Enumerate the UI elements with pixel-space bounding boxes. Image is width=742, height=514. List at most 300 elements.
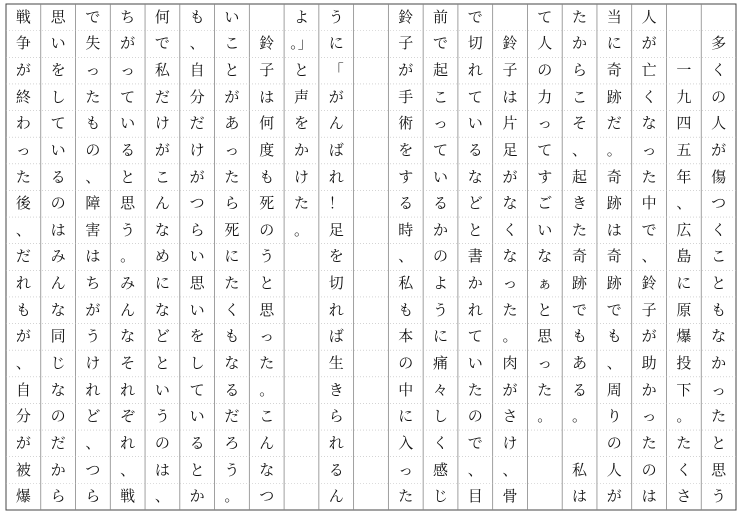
manuscript-char: の	[467, 407, 483, 426]
manuscript-char: て	[189, 380, 205, 399]
manuscript-char: が	[154, 140, 170, 159]
manuscript-char: な	[467, 167, 483, 186]
manuscript-char: は	[572, 487, 588, 506]
manuscript-char: 思	[259, 300, 275, 319]
manuscript-char: た	[572, 220, 588, 239]
manuscript-column	[145, 4, 180, 510]
manuscript-char: い	[50, 140, 66, 159]
manuscript-char: た	[676, 433, 692, 452]
manuscript-char: く	[711, 220, 727, 239]
manuscript-char: 子	[502, 61, 518, 80]
manuscript-char: 手	[398, 87, 414, 106]
manuscript-char: か	[293, 140, 309, 159]
manuscript-char: も	[224, 327, 240, 346]
manuscript-char: ご	[537, 194, 553, 213]
manuscript-column	[597, 4, 632, 510]
manuscript-char: 何	[259, 114, 275, 133]
manuscript-char: っ	[15, 140, 31, 159]
manuscript-char: 跡	[572, 274, 588, 293]
manuscript-char: に	[676, 274, 692, 293]
manuscript-char: う	[259, 247, 275, 266]
manuscript-char	[354, 403, 389, 430]
manuscript-char: 術	[398, 114, 414, 133]
manuscript-char: 、	[467, 460, 483, 479]
manuscript-char	[701, 4, 736, 31]
manuscript-char: か	[641, 380, 657, 399]
manuscript-char	[527, 430, 562, 457]
manuscript-char: じ	[50, 354, 66, 373]
manuscript-char	[354, 4, 389, 31]
manuscript-char: で	[85, 7, 101, 26]
manuscript-char: 死	[259, 194, 275, 213]
manuscript-char: こ	[224, 34, 240, 53]
manuscript-char: 。	[120, 247, 136, 266]
manuscript-char: れ	[120, 380, 136, 399]
manuscript-char: も	[711, 300, 727, 319]
manuscript-char: 、	[85, 167, 101, 186]
manuscript-column	[701, 4, 736, 510]
manuscript-char: な	[641, 114, 657, 133]
manuscript-char: っ	[85, 61, 101, 80]
manuscript-char: を	[398, 140, 414, 159]
manuscript-char: る	[50, 167, 66, 186]
manuscript-char: こ	[154, 167, 170, 186]
manuscript-char: て	[50, 114, 66, 133]
manuscript-char: れ	[328, 167, 344, 186]
manuscript-char: よ	[433, 274, 449, 293]
manuscript-char: 、	[15, 354, 31, 373]
manuscript-char: な	[259, 460, 275, 479]
manuscript-char: 私	[154, 61, 170, 80]
manuscript-char: 。	[572, 407, 588, 426]
manuscript-char: 思	[189, 274, 205, 293]
manuscript-char: ら	[224, 194, 240, 213]
manuscript-char: 声	[293, 87, 309, 106]
manuscript-char: く	[641, 87, 657, 106]
manuscript-char: い	[154, 380, 170, 399]
manuscript-char	[284, 377, 319, 404]
manuscript-char	[562, 430, 597, 457]
manuscript-char: 投	[676, 354, 692, 373]
manuscript-char: を	[189, 327, 205, 346]
manuscript-char	[666, 4, 701, 31]
manuscript-char: で	[154, 34, 170, 53]
manuscript-char	[354, 84, 389, 111]
manuscript-char: が	[15, 433, 31, 452]
manuscript-char: 。	[259, 380, 275, 399]
manuscript-char	[354, 350, 389, 377]
manuscript-char: 被	[15, 460, 31, 479]
manuscript-char: で	[572, 300, 588, 319]
manuscript-char: ん	[259, 433, 275, 452]
manuscript-char: て	[433, 140, 449, 159]
manuscript-char: 傷	[711, 167, 727, 186]
manuscript-char: な	[50, 380, 66, 399]
manuscript-char: か	[572, 34, 588, 53]
manuscript-char: 足	[328, 220, 344, 239]
manuscript-char: と	[293, 61, 309, 80]
manuscript-char: な	[154, 220, 170, 239]
manuscript-char: り	[606, 407, 622, 426]
manuscript-char: も	[398, 300, 414, 319]
manuscript-char: っ	[224, 140, 240, 159]
manuscript-char: を	[328, 247, 344, 266]
manuscript-char: の	[537, 61, 553, 80]
manuscript-char: っ	[259, 327, 275, 346]
manuscript-char: 前	[433, 7, 449, 26]
manuscript-char: こ	[572, 87, 588, 106]
manuscript-char: 争	[15, 34, 31, 53]
manuscript-char: っ	[641, 407, 657, 426]
manuscript-char: ぁ	[537, 274, 553, 293]
manuscript-char: た	[572, 7, 588, 26]
manuscript-char: っ	[502, 274, 518, 293]
manuscript-char: つ	[85, 460, 101, 479]
manuscript-column	[319, 4, 354, 510]
manuscript-char: と	[259, 274, 275, 293]
manuscript-char: が	[398, 61, 414, 80]
manuscript-char: 起	[433, 61, 449, 80]
manuscript-char: は	[154, 460, 170, 479]
manuscript-char: 助	[641, 354, 657, 373]
manuscript-char: が	[641, 327, 657, 346]
manuscript-column	[527, 4, 562, 510]
manuscript-char: い	[433, 167, 449, 186]
manuscript-char: 時	[398, 220, 414, 239]
manuscript-char: た	[293, 194, 309, 213]
manuscript-char: る	[120, 140, 136, 159]
manuscript-char	[354, 137, 389, 164]
manuscript-char: も	[606, 327, 622, 346]
manuscript-char: か	[711, 354, 727, 373]
manuscript-char: が	[120, 34, 136, 53]
manuscript-char: る	[433, 194, 449, 213]
manuscript-char: と	[467, 220, 483, 239]
manuscript-char: で	[606, 300, 622, 319]
manuscript-char	[354, 457, 389, 484]
manuscript-char: が	[502, 380, 518, 399]
manuscript-column	[110, 4, 145, 510]
manuscript-char: て	[537, 7, 553, 26]
manuscript-char: 奇	[606, 247, 622, 266]
manuscript-char: 、	[641, 247, 657, 266]
manuscript-char: 中	[641, 194, 657, 213]
manuscript-char: あ	[572, 354, 588, 373]
manuscript-char: っ	[398, 460, 414, 479]
manuscript-char: か	[189, 487, 205, 506]
manuscript-char: こ	[711, 247, 727, 266]
manuscript-char: ち	[85, 274, 101, 293]
manuscript-char: れ	[467, 300, 483, 319]
manuscript-char: と	[224, 61, 240, 80]
manuscript-char: さ	[676, 487, 692, 506]
manuscript-char: 多	[711, 34, 727, 53]
manuscript-char: 、	[398, 247, 414, 266]
manuscript-char: 。	[293, 220, 309, 239]
manuscript-char: た	[502, 300, 518, 319]
manuscript-char: が	[711, 140, 727, 159]
manuscript-char: 。」	[290, 34, 313, 53]
manuscript-char	[354, 244, 389, 271]
manuscript-char: 思	[120, 194, 136, 213]
manuscript-char: く	[711, 61, 727, 80]
manuscript-char: っ	[120, 61, 136, 80]
manuscript-char: し	[50, 87, 66, 106]
manuscript-char: ど	[85, 407, 101, 426]
manuscript-char: 片	[502, 114, 518, 133]
manuscript-char: は	[502, 87, 518, 106]
manuscript-char	[284, 270, 319, 297]
manuscript-char: け	[85, 354, 101, 373]
manuscript-char: の	[259, 220, 275, 239]
manuscript-char: う	[328, 7, 344, 26]
manuscript-char: 、	[189, 34, 205, 53]
manuscript-char: が	[606, 487, 622, 506]
manuscript-char: 爆	[676, 327, 692, 346]
manuscript-char: 鈴	[259, 34, 275, 53]
manuscript-char: け	[502, 433, 518, 452]
manuscript-char: 原	[676, 300, 692, 319]
manuscript-char: の	[641, 460, 657, 479]
manuscript-char: の	[50, 407, 66, 426]
manuscript-char: た	[641, 433, 657, 452]
manuscript-column	[632, 4, 667, 510]
manuscript-char: 周	[606, 380, 622, 399]
manuscript-column	[354, 4, 389, 510]
manuscript-char: だ	[189, 114, 205, 133]
manuscript-char: 私	[572, 460, 588, 479]
manuscript-char: 、	[502, 460, 518, 479]
manuscript-char: 跡	[606, 274, 622, 293]
manuscript-char: で	[433, 34, 449, 53]
manuscript-char: る	[224, 380, 240, 399]
manuscript-char: に	[433, 327, 449, 346]
manuscript-char: じ	[433, 487, 449, 506]
manuscript-char: の	[398, 354, 414, 373]
manuscript-char: く	[224, 300, 240, 319]
manuscript-char: け	[154, 114, 170, 133]
manuscript-char: 年	[676, 167, 692, 186]
manuscript-char	[354, 31, 389, 58]
manuscript-char: 戦	[120, 487, 136, 506]
manuscript-char: も	[85, 114, 101, 133]
manuscript-char: い	[120, 114, 136, 133]
manuscript-column	[493, 4, 528, 510]
manuscript-char: を	[293, 114, 309, 133]
manuscript-char: 目	[467, 487, 483, 506]
manuscript-char: 入	[398, 433, 414, 452]
manuscript-char: っ	[711, 380, 727, 399]
manuscript-char	[284, 403, 319, 430]
manuscript-char: て	[537, 140, 553, 159]
manuscript-char: れ	[85, 380, 101, 399]
manuscript-char: た	[711, 407, 727, 426]
manuscript-char: 四	[676, 114, 692, 133]
manuscript-char: を	[50, 61, 66, 80]
manuscript-char	[527, 457, 562, 484]
manuscript-column	[666, 4, 701, 510]
manuscript-char: 切	[328, 274, 344, 293]
manuscript-char: 、	[85, 433, 101, 452]
manuscript-column	[76, 4, 111, 510]
manuscript-char: 。	[606, 140, 622, 159]
manuscript-char: 広	[676, 220, 692, 239]
manuscript-column	[423, 4, 458, 510]
manuscript-char: 人	[606, 460, 622, 479]
manuscript-char: 障	[85, 194, 101, 213]
manuscript-char	[284, 430, 319, 457]
manuscript-char: だ	[15, 247, 31, 266]
manuscript-char: 亡	[641, 61, 657, 80]
manuscript-char: の	[154, 433, 170, 452]
manuscript-char: 終	[15, 87, 31, 106]
manuscript-char: だ	[50, 433, 66, 452]
manuscript-char: ん	[328, 114, 344, 133]
manuscript-char: く	[433, 433, 449, 452]
manuscript-char	[354, 377, 389, 404]
manuscript-char: と	[189, 460, 205, 479]
manuscript-char: 本	[398, 327, 414, 346]
manuscript-char: い	[50, 34, 66, 53]
manuscript-char	[284, 297, 319, 324]
manuscript-char: が	[85, 300, 101, 319]
manuscript-char: こ	[433, 87, 449, 106]
manuscript-char: う	[224, 460, 240, 479]
manuscript-char: 九	[676, 87, 692, 106]
manuscript-char: か	[433, 220, 449, 239]
manuscript-char: け	[189, 140, 205, 159]
manuscript-char: て	[467, 327, 483, 346]
manuscript-char: な	[711, 327, 727, 346]
manuscript-char: い	[189, 247, 205, 266]
manuscript-char: 思	[50, 7, 66, 26]
manuscript-char: 人	[711, 114, 727, 133]
manuscript-char	[354, 430, 389, 457]
manuscript-char: つ	[259, 487, 275, 506]
manuscript-char: は	[85, 247, 101, 266]
manuscript-char: っ	[537, 354, 553, 373]
manuscript-char: あ	[224, 114, 240, 133]
manuscript-char: み	[50, 247, 66, 266]
manuscript-char: ！	[328, 194, 344, 213]
manuscript-char	[354, 324, 389, 351]
manuscript-char: も	[15, 300, 31, 319]
manuscript-char: 感	[433, 460, 449, 479]
manuscript-char	[354, 483, 389, 510]
manuscript-char: っ	[433, 114, 449, 133]
manuscript-char: 自	[15, 380, 31, 399]
manuscript-char: う	[120, 220, 136, 239]
manuscript-char: ら	[50, 487, 66, 506]
manuscript-char: 。	[502, 327, 518, 346]
manuscript-char: こ	[259, 407, 275, 426]
manuscript-char: う	[711, 487, 727, 506]
manuscript-char: 自	[189, 61, 205, 80]
manuscript-char: ん	[154, 194, 170, 213]
manuscript-char: ら	[189, 220, 205, 239]
manuscript-char: 力	[537, 87, 553, 106]
manuscript-char: け	[293, 167, 309, 186]
manuscript-char: る	[398, 194, 414, 213]
manuscript-char: そ	[120, 354, 136, 373]
manuscript-char: 五	[676, 140, 692, 159]
manuscript-char: ば	[328, 140, 344, 159]
manuscript-char: く	[502, 220, 518, 239]
manuscript-char: す	[537, 167, 553, 186]
manuscript-char: 爆	[15, 487, 31, 506]
manuscript-char: 痛	[433, 354, 449, 373]
manuscript-char: す	[398, 167, 414, 186]
manuscript-char: 。	[676, 407, 692, 426]
manuscript-char: が	[189, 167, 205, 186]
manuscript-char: ど	[154, 327, 170, 346]
manuscript-char: は	[50, 220, 66, 239]
manuscript-char: 々	[433, 380, 449, 399]
manuscript-char: に	[606, 34, 622, 53]
manuscript-char: 私	[398, 274, 414, 293]
manuscript-char: っ	[641, 140, 657, 159]
manuscript-char: わ	[15, 114, 31, 133]
manuscript-char: 書	[467, 247, 483, 266]
manuscript-char: れ	[120, 433, 136, 452]
manuscript-char: る	[572, 380, 588, 399]
manuscript-char: い	[224, 7, 240, 26]
manuscript-char: 子	[641, 300, 657, 319]
manuscript-char: も	[259, 167, 275, 186]
manuscript-char: は	[641, 487, 657, 506]
manuscript-char: 島	[676, 247, 692, 266]
manuscript-char: で	[641, 220, 657, 239]
manuscript-char	[284, 483, 319, 510]
manuscript-char: 失	[85, 34, 101, 53]
manuscript-char: な	[120, 327, 136, 346]
manuscript-char: 。	[224, 487, 240, 506]
manuscript-char: 。	[537, 407, 553, 426]
manuscript-char: に	[154, 274, 170, 293]
manuscript-char	[284, 350, 319, 377]
manuscript-char: ら	[85, 487, 101, 506]
manuscript-char: 死	[224, 220, 240, 239]
manuscript-char: の	[433, 247, 449, 266]
manuscript-char: だ	[154, 87, 170, 106]
manuscript-char: っ	[537, 114, 553, 133]
manuscript-char: 鈴	[398, 7, 414, 26]
manuscript-char: 当	[606, 7, 622, 26]
manuscript-char: が	[328, 87, 344, 106]
manuscript-char: 起	[572, 167, 588, 186]
manuscript-char	[284, 244, 319, 271]
manuscript-char	[284, 457, 319, 484]
manuscript-char: い	[467, 354, 483, 373]
manuscript-char: と	[154, 354, 170, 373]
manuscript-column	[41, 4, 76, 510]
manuscript-char: 切	[467, 34, 483, 53]
manuscript-char: の	[50, 194, 66, 213]
manuscript-char: た	[224, 274, 240, 293]
manuscript-char: そ	[572, 114, 588, 133]
manuscript-char: 、	[676, 194, 692, 213]
manuscript-char: れ	[328, 300, 344, 319]
manuscript-char: 「	[328, 61, 344, 80]
manuscript-char: い	[537, 220, 553, 239]
manuscript-char: い	[189, 407, 205, 426]
manuscript-char: た	[85, 87, 101, 106]
manuscript-char: な	[224, 354, 240, 373]
manuscript-char: た	[467, 380, 483, 399]
manuscript-char	[354, 297, 389, 324]
manuscript-char: い	[189, 300, 205, 319]
manuscript-char: 奇	[606, 61, 622, 80]
